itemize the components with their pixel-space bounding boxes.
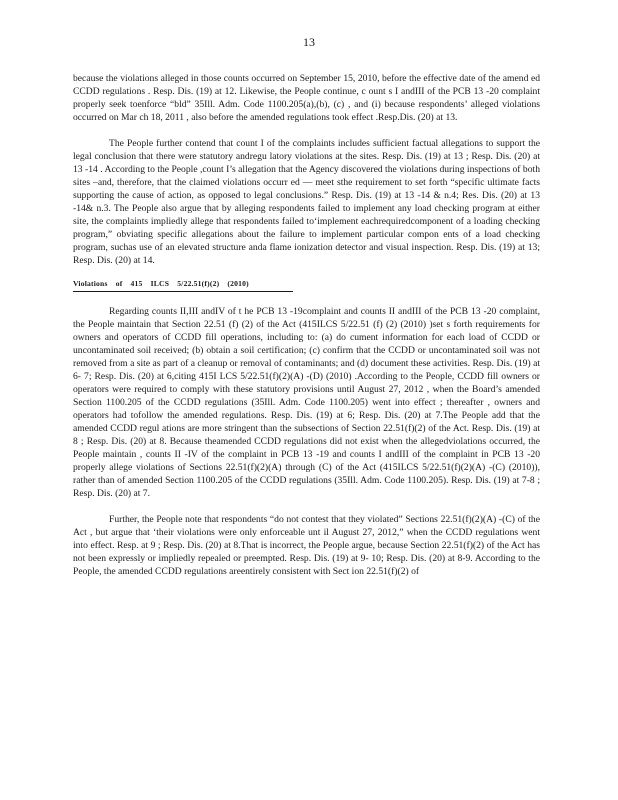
paragraph-section-22-51: Regarding counts II,III andIV of t he PCB 13 -19complaint and counts II andIII of the PCB 13 -20 complaint, the People maintain that Section 22.51 (f) (2) of the Act (415ILCS 5/22.51 (f) (2) (2010) )set s forth requirements for owners and operators of CCDD fill operations, including to: (a) do cument information for each load of CCDD or uncontaminated soil received; (b) obtain a soil certification; (c) confirm that the CCDD or uncontaminated soil was not removed from a site as part of a cleanup or removal of contaminants; and (d) document these activities. Resp. Dis. (19) at 6- 7; Resp. Dis. (20) at 6,citing 415I LCS 5/22.51(f)(2)(A) -(D) (2010) .According to the People, CCDD fill owners or operators were required to comply with these statutory provisions until August 27, 2012 , when the Board’s amended Section 1100.205 of the CCDD regulations (35Ill. Adm. Code 1100.205) went into effect ; thereafter , owners and operators had tofollow the amended regulations. Resp. Dis. (19) at 6; Resp. Dis. (20) at 7.The People add that the amended CCDD regul ations are more stringent than the subsections of Section 22.51(f)(2) of the Act. Resp. Dis. (19) at 8 ; Resp. Dis. (20) at 8. Because theamended CCDD regulations did not exist when the allegedviolations occurred, the People maintain , counts II -IV of the complaint in PCB 13 -19 and counts I andIII of the complaint in PCB 13 -20 properly allege violations of Sections 22.51(f)(2)(A) through (C) of the Act (415ILCS 5/22.51(f)(2)(A) -(C) (2010)), rather than of amended Section 1100.205 of the CCDD regulations (35Ill. Adm. Code 1100.205). Resp. Dis. (19) at 7-8 ; Resp. Dis. (20) at 7. [73, 306, 540, 499]
paragraph-continued: because the violations alleged in those counts occurred on September 15, 2010, before the effective date of the amend ed CCDD regulations . Resp. Dis. (19) at 12. Likewise, the People continue, c ount s I andIII of the PCB 13 -20 complaint properly seek toenforce “bld” 35Ill. Adm. Code 1100.205(a),(b), (c) , and (i) because respondents’ alleged violations occurred on Mar ch 18, 2011 , also before the amended regulations took effect .Resp.Dis. (20) at 13. [73, 73, 540, 123]
page-number: 13 [303, 35, 315, 49]
section-heading: Violations of 415 ILCS 5/22.51(f)(2) (2010) [73, 277, 293, 292]
paragraph-count-one-allegations: The People further contend that count I of the complaints includes sufficient factual allegations to support the legal conclusion that there were statutory andregu latory violations at the sites. Resp. Dis. (19) at 13 ; Resp. Dis. (20) at 13 -14 . According to the People ,count I’s allegation that the Agency discovered the violations during inspections of both sites –and, therefore, that the claimed violations occurr ed — meet sthe requirement to set forth “specific ultimate facts supporting the cause of action, as opposed to legal conclusions.” Resp. Dis. (19) at 13 -14 & n.4; Res. Dis. (20) at 13 -14& n.3. The People also argue that by alleging respondents failed to implement any load checking program at either site, the complaints impliedly allege that respondents failed to‘implement eachrequiredcomponent of a loading checking program,” obviating specific allegations about the failure to implement particular compon ents of a load checking program, suchas use of an elevated structure anda flame ionization detector and visual inspection. Resp. Dis. (19) at 13; Resp. Dis. (20) at 14. [73, 138, 540, 266]
document-body [73, 72, 540, 578]
paragraph-people-note: Further, the People note that respondents “do not contest that they violated” Sections 22.51(f)(2)(A) -(C) of the Act , but argue that ‘their violations were only enforceable unt il August 27, 2012,” when the CCDD regulations went into effect. Resp. at 9 ; Resp. Dis. (20) at 8.That is incorrect, the People argue, because Section 22.51(f)(2) of the Act has not been expressly or impliedly repealed or preempted. Resp. Dis. (19) at 9- 10; Resp. Dis. (20) at 8-9. According to the People, the amended CCDD regulations areentirely consistent with Sect ion 22.51(f)(2) of [73, 514, 540, 577]
